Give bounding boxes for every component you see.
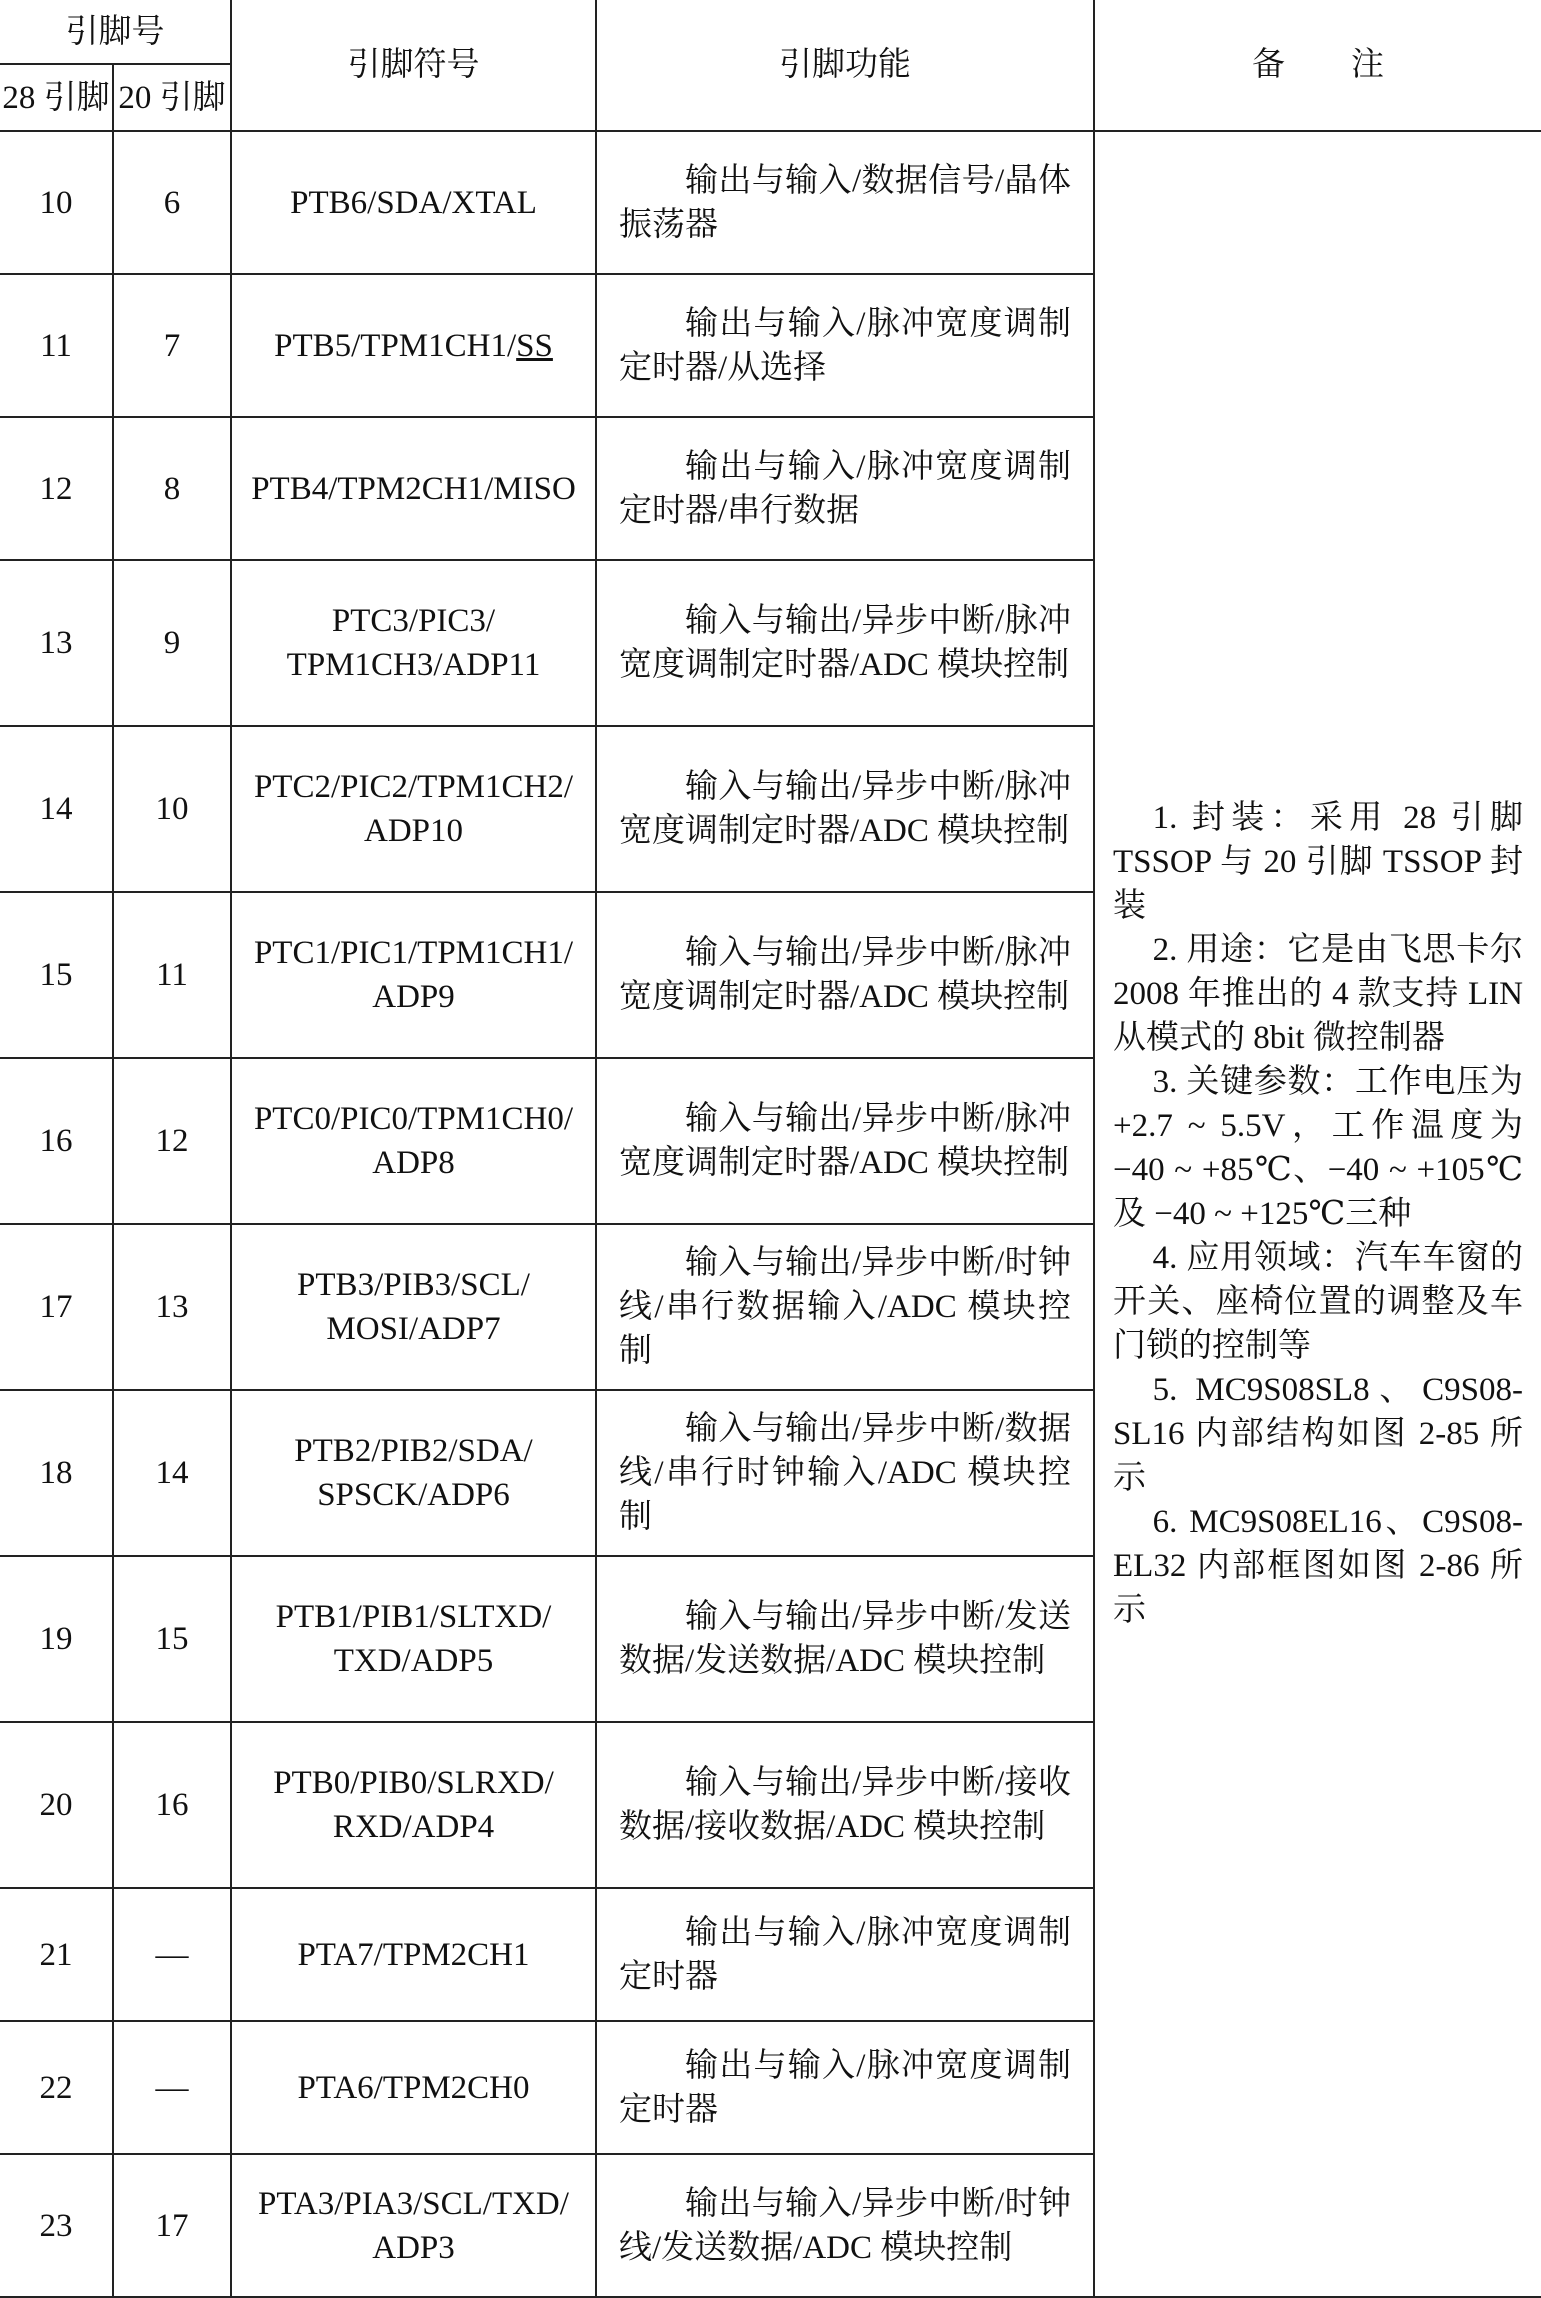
pin28-cell: 16 (0, 1058, 113, 1224)
pin-function-cell: 输入与输出/异步中断/数据线/串行时钟输入/ADC 模块控制 (596, 1390, 1094, 1556)
pin-symbol-text: TPM1CH3/ADP11 (286, 647, 541, 683)
note-paragraph: 4. 应用领域：汽车车窗的开关、座椅位置的调整及车门锁的控制等 (1113, 1240, 1523, 1364)
pin-symbol-text: SPSCK/ADP6 (317, 1477, 510, 1513)
pin28-cell: 12 (0, 417, 113, 560)
notes-cell (1094, 131, 1541, 2297)
pin-symbol-text: RXD/ADP4 (332, 1809, 495, 1845)
pin-symbol-cell (231, 1888, 596, 2021)
pin20-cell: 6 (113, 131, 231, 274)
pin28-cell: 21 (0, 1888, 113, 2021)
pin20-cell: 16 (113, 1722, 231, 1888)
pin-symbol-text: PTA6/TPM2CH0 (297, 2069, 530, 2106)
pin-symbol-cell (231, 1224, 596, 1390)
pin-symbol-text: PTB2/PIB2/SDA/ (294, 1433, 533, 1469)
pin28-cell: 10 (0, 131, 113, 274)
note-paragraph: 3. 关键参数：工作电压为 +2.7 ~ 5.5V，工作温度为 −40 ~ +85℃、−40 ~ +105℃及 −40 ~ +125℃三种 (1113, 1064, 1523, 1232)
pin28-cell: 15 (0, 892, 113, 1058)
pin-symbol-text: PTB0/PIB0/SLRXD/ (273, 1765, 554, 1801)
pin-symbol-cell (231, 417, 596, 560)
pin-function-cell: 输入与输出/异步中断/脉冲宽度调制定时器/ADC 模块控制 (596, 1058, 1094, 1224)
pin28-cell: 20 (0, 1722, 113, 1888)
pin-function-cell: 输入与输出/异步中断/时钟线/串行数据输入/ADC 模块控制 (596, 1224, 1094, 1390)
pin-function-cell: 输出与输入/异步中断/时钟线/发送数据/ADC 模块控制 (596, 2154, 1094, 2297)
pin28-cell: 14 (0, 726, 113, 892)
pin-function-cell: 输入与输出/异步中断/接收数据/接收数据/ADC 模块控制 (596, 1722, 1094, 1888)
pin-symbol-cell (231, 726, 596, 892)
pin28-cell: 23 (0, 2154, 113, 2297)
pin28-cell: 19 (0, 1556, 113, 1722)
note-paragraph: 5. MC9S08SL8、C9S08-SL16 内部结构如图 2-85 所示 (1113, 1372, 1523, 1496)
pin-function-cell: 输入与输出/异步中断/脉冲宽度调制定时器/ADC 模块控制 (596, 726, 1094, 892)
pin-function-cell: 输出与输入/脉冲宽度调制定时器 (596, 2021, 1094, 2154)
pin-symbol-cell (231, 560, 596, 726)
pin-function-cell: 输入与输出/异步中断/脉冲宽度调制定时器/ADC 模块控制 (596, 892, 1094, 1058)
pin-function-cell: 输出与输入/脉冲宽度调制定时器 (596, 1888, 1094, 2021)
table-body (0, 131, 1541, 2297)
pin-symbol-cell (231, 1556, 596, 1722)
pin-symbol-text: ADP9 (372, 979, 455, 1015)
pin20-cell: 13 (113, 1224, 231, 1390)
pin20-cell: 17 (113, 2154, 231, 2297)
pin28-cell: 17 (0, 1224, 113, 1390)
pin-symbol-cell (231, 1058, 596, 1224)
pin-symbol-text: PTA3/PIA3/SCL/TXD/ (258, 2185, 569, 2222)
pin28-cell: 13 (0, 560, 113, 726)
pin-symbol-cell (231, 2154, 596, 2297)
header-pin-number: 引脚号 (0, 0, 231, 64)
header-pin20: 20 引脚 (113, 64, 231, 131)
header-pin-function: 引脚功能 (596, 0, 1094, 131)
pin-symbol-text: ADP10 (363, 813, 464, 849)
pin-symbol-active-low: SS (516, 327, 553, 364)
pin28-cell: 22 (0, 2021, 113, 2154)
header-notes: 备 注 (1094, 0, 1541, 131)
pin20-cell: 9 (113, 560, 231, 726)
pin20-cell: 10 (113, 726, 231, 892)
pin-symbol-text: MOSI/ADP7 (326, 1311, 501, 1347)
pin-function-cell: 输入与输出/异步中断/脉冲宽度调制定时器/ADC 模块控制 (596, 560, 1094, 726)
pin-function-cell: 输出与输入/数据信号/晶体振荡器 (596, 131, 1094, 274)
header-pin28: 28 引脚 (0, 64, 113, 131)
pin-symbol-text: PTB3/PIB3/SCL/ (297, 1267, 530, 1303)
header-pin-symbol: 引脚符号 (231, 0, 596, 131)
pin20-cell: 8 (113, 417, 231, 560)
note-paragraph: 2. 用途：它是由飞思卡尔 2008 年推出的 4 款支持 LIN 从模式的 8bit 微控制器 (1113, 932, 1523, 1056)
pin-symbol-text: ADP3 (372, 2229, 455, 2266)
pin-function-cell: 输入与输出/异步中断/发送数据/发送数据/ADC 模块控制 (596, 1556, 1094, 1722)
pin20-cell: 11 (113, 892, 231, 1058)
pin-symbol-text: PTC2/PIC2/TPM1CH2/ (253, 769, 574, 805)
pin-symbol-cell (231, 131, 596, 274)
pin-symbol-cell (231, 1722, 596, 1888)
pin-function-cell: 输出与输入/脉冲宽度调制定时器/从选择 (596, 274, 1094, 417)
pin-symbol-text: PTB5/TPM1CH1/ (274, 327, 517, 364)
pin-symbol-cell (231, 1390, 596, 1556)
pin-symbol-text: ADP8 (372, 1145, 455, 1181)
pin-symbol-cell (231, 892, 596, 1058)
table-row (0, 131, 1541, 274)
pin-symbol-text: PTA7/TPM2CH1 (297, 1936, 530, 1973)
pin20-cell: 15 (113, 1556, 231, 1722)
pin-function-cell: 输出与输入/脉冲宽度调制定时器/串行数据 (596, 417, 1094, 560)
note-paragraph: 1. 封装：采用 28 引脚 TSSOP 与 20 引脚 TSSOP 封装 (1113, 800, 1523, 924)
note-paragraph: 6. MC9S08EL16、C9S08-EL32 内部框图如图 2-86 所示 (1113, 1504, 1523, 1628)
pin-symbol-text: PTC3/PIC3/ (331, 603, 496, 639)
pin-symbol-text: PTC0/PIC0/TPM1CH0/ (253, 1101, 574, 1137)
pin-symbol-text: PTB4/TPM2CH1/MISO (251, 470, 576, 507)
pin-symbol-cell (231, 274, 596, 417)
pin-symbol-cell (231, 2021, 596, 2154)
pin20-cell: 12 (113, 1058, 231, 1224)
pin-symbol-text: PTC1/PIC1/TPM1CH1/ (253, 935, 574, 971)
pin-symbol-text: PTB1/PIB1/SLTXD/ (275, 1599, 552, 1635)
pin-symbol-text: TXD/ADP5 (333, 1643, 494, 1679)
pin20-cell: — (113, 1888, 231, 2021)
pin20-cell: 7 (113, 274, 231, 417)
pin20-cell: — (113, 2021, 231, 2154)
pin28-cell: 11 (0, 274, 113, 417)
pin20-cell: 14 (113, 1390, 231, 1556)
pin-symbol-text: PTB6/SDA/XTAL (290, 184, 537, 221)
pin28-cell: 18 (0, 1390, 113, 1556)
